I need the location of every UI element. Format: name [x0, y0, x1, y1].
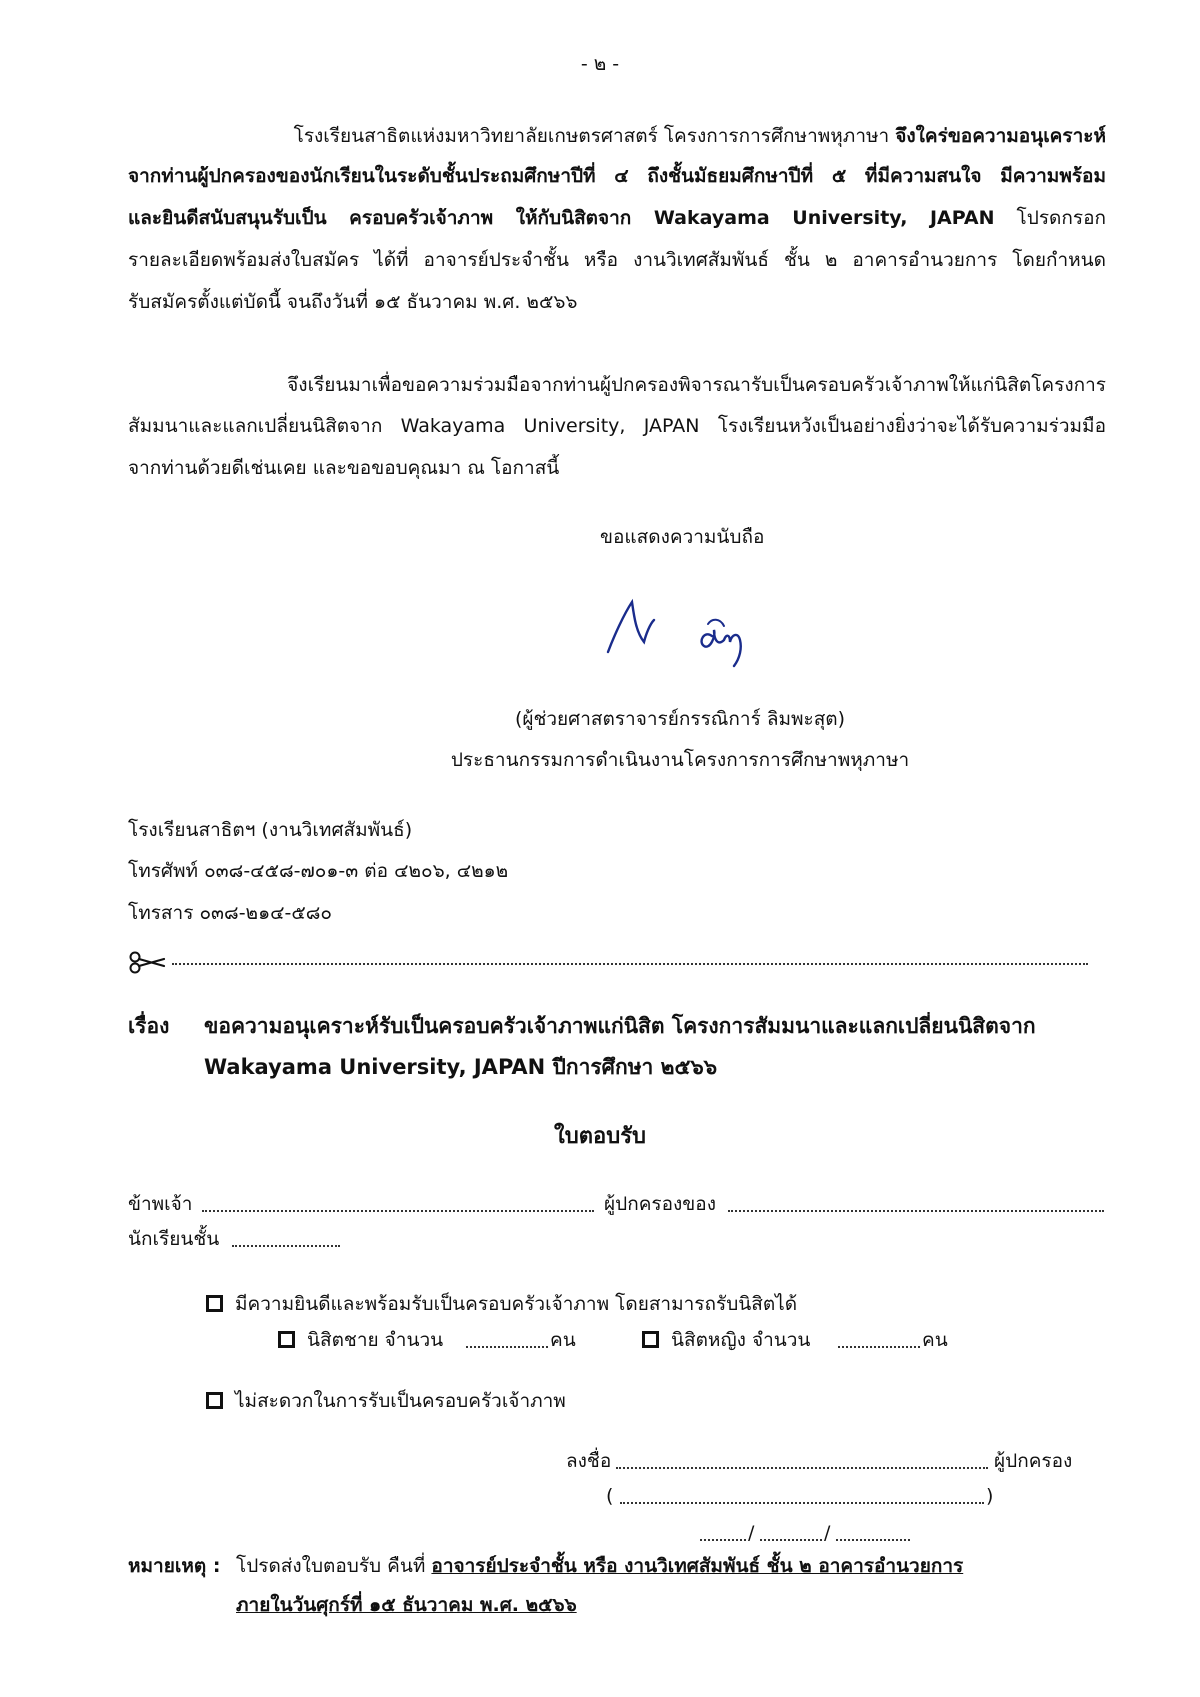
guardian-signature-field[interactable]	[616, 1467, 988, 1469]
female-count-field[interactable]	[838, 1346, 920, 1348]
closing-text: ขอแสดงความนับถือ	[600, 526, 765, 548]
intro-line-3-text: โปรดกรอก	[994, 207, 1106, 229]
subject-line-2: Wakayama University, JAPAN ปีการศึกษา ๒๕๖๖	[204, 1055, 718, 1079]
request-line-1: จึงเรียนมาเพื่อขอความร่วมมือจากท่านผู้ปกครองพิจารณารับเป็นครอบครัวเจ้าภาพให้แก่นิสิตโครงการ	[287, 374, 1106, 396]
contact-fax: โทรสาร ๐๓๘-๒๑๔-๕๘๐	[128, 902, 332, 924]
decline-checkbox[interactable]	[206, 1392, 223, 1409]
male-count-field[interactable]	[466, 1346, 548, 1348]
intro-line-3	[128, 206, 1106, 230]
intro-line-1-text: โรงเรียนสาธิตแห่งมหาวิทยาลัยเกษตรศาสตร์ โครงการการศึกษาพหุภาษา	[293, 125, 896, 147]
female-count-row	[642, 1328, 810, 1352]
intro-line-4: รายละเอียดพร้อมส่งใบสมัคร ได้ที่ อาจารย์ประจำชั้น หรือ งานวิเทศสัมพันธ์ ชั้น ๒ อาคารอำนวยการ โดยกำหนด	[128, 249, 1106, 271]
date-sep-2: /	[824, 1522, 831, 1544]
date-month-field[interactable]	[760, 1539, 822, 1541]
intro-line-1	[272, 124, 1106, 148]
note-text: โปรดส่งใบตอบรับ คืนที่	[236, 1555, 432, 1577]
form-title: ใบตอบรับ	[554, 1124, 646, 1149]
intro-line-5: รับสมัครตั้งแต่บัดนี้ จนถึงวันที่ ๑๕ ธันวาคม พ.ศ. ๒๕๖๖	[128, 291, 578, 313]
male-count-row	[278, 1328, 443, 1352]
female-unit: คน	[922, 1329, 948, 1351]
guardian-of-label: ผู้ปกครองของ	[604, 1193, 716, 1215]
student-name-field[interactable]	[728, 1210, 1104, 1212]
close-paren: )	[986, 1485, 994, 1507]
intro-line-1-bold: จึงใคร่ขอความอนุเคราะห์	[895, 125, 1106, 147]
option-decline[interactable]	[206, 1389, 566, 1413]
note-text-line-1	[236, 1554, 963, 1578]
accept-checkbox[interactable]	[206, 1295, 223, 1312]
contact-phone: โทรศัพท์ ๐๓๘-๔๕๘-๗๐๑-๓ ต่อ ๔๒๐๖, ๔๒๑๒	[128, 860, 509, 882]
page-number: - ๒ -	[580, 53, 620, 75]
request-line-3: จากท่านด้วยดีเช่นเคย และขอขอบคุณมา ณ โอกาสนี้	[128, 457, 560, 479]
subject-line-1: ขอความอนุเคราะห์รับเป็นครอบครัวเจ้าภาพแก่นิสิต โครงการสัมมนาและแลกเปลี่ยนนิสิตจาก	[204, 1014, 1036, 1038]
i-label: ข้าพเจ้า	[128, 1193, 193, 1215]
female-label: นิสิตหญิง จำนวน	[671, 1329, 811, 1351]
date-day-field[interactable]	[700, 1539, 746, 1541]
date-year-field[interactable]	[836, 1539, 910, 1541]
male-checkbox[interactable]	[278, 1331, 295, 1348]
signer-name: (ผู้ช่วยศาสตราจารย์กรรณิการ์ ลิมพะสุต)	[514, 708, 846, 730]
cut-line	[172, 963, 1088, 965]
sign-label: ลงชื่อ	[566, 1450, 612, 1472]
scissors-icon	[128, 950, 170, 974]
signer-position: ประธานกรรมการดำเนินงานโครงการการศึกษาพหุภาษา	[450, 749, 910, 771]
student-class-label: นักเรียนชั้น	[128, 1228, 220, 1250]
option-accept[interactable]	[206, 1292, 797, 1316]
guardian-name-field[interactable]	[620, 1502, 984, 1504]
name-field[interactable]	[202, 1210, 594, 1212]
subject-label: เรื่อง	[128, 1014, 170, 1038]
intro-line-3-bold: และยินดีสนับสนุนรับเป็น ครอบครัวเจ้าภาพ ให้กับนิสิตจาก Wakayama University, JAPAN	[128, 207, 995, 229]
female-checkbox[interactable]	[642, 1331, 659, 1348]
signature-image	[604, 596, 784, 676]
note-deadline: ภายในวันศุกร์ที่ ๑๕ ธันวาคม พ.ศ. ๒๕๖๖	[236, 1594, 577, 1616]
request-line-2: สัมมนาและแลกเปลี่ยนนิสิตจาก Wakayama University, JAPAN โรงเรียนหวังเป็นอย่างยิ่งว่าจะได้รับความร่วมมือ	[128, 415, 1106, 437]
guardian-label: ผู้ปกครอง	[994, 1450, 1073, 1472]
intro-line-2: จากท่านผู้ปกครองของนักเรียนในระดับชั้นประถมศึกษาปีที่ ๔ ถึงชั้นมัธยมศึกษาปีที่ ๕ ที่มีความสนใจ มีความพร้อม	[128, 165, 1106, 187]
open-paren: (	[606, 1485, 614, 1507]
note-label: หมายเหตุ :	[128, 1555, 221, 1577]
male-label: นิสิตชาย จำนวน	[307, 1329, 444, 1351]
male-unit: คน	[550, 1329, 576, 1351]
student-class-field[interactable]	[232, 1245, 340, 1247]
option-accept-label: มีความยินดีและพร้อมรับเป็นครอบครัวเจ้าภาพ โดยสามารถรับนิสิตได้	[235, 1293, 798, 1315]
option-decline-label: ไม่สะดวกในการรับเป็นครอบครัวเจ้าภาพ	[235, 1390, 566, 1412]
date-sep-1: /	[748, 1522, 755, 1544]
note-return-place: อาจารย์ประจำชั้น หรือ งานวิเทศสัมพันธ์ ชั้น ๒ อาคารอำนวยการ	[431, 1555, 964, 1577]
contact-office: โรงเรียนสาธิตฯ (งานวิเทศสัมพันธ์)	[128, 819, 413, 841]
